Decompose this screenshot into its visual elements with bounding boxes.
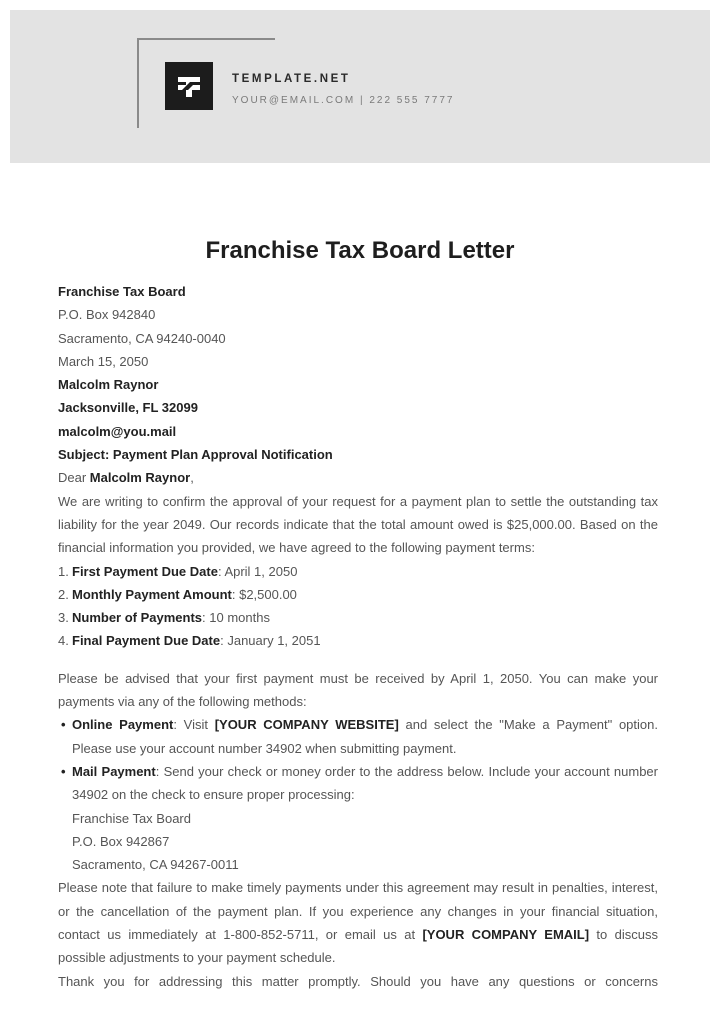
letter-date: March 15, 2050 [58,353,149,369]
method-label: Mail Payment [72,763,156,779]
closing-paragraph: Thank you for addressing this matter promptly. Should you have any questions or concerns [58,973,658,989]
letter-body [58,280,658,993]
term-value: : January 1, 2051 [220,633,321,649]
brand-name: TEMPLATE.NET [232,73,351,85]
spacer [58,653,658,667]
payment-terms-list [58,560,658,653]
salutation-suffix: , [190,470,194,486]
term-value: : April 1, 2050 [217,563,298,579]
email-placeholder: [YOUR COMPANY EMAIL] [422,927,590,943]
website-placeholder: [YOUR COMPANY WEBSITE] [214,717,399,733]
warning-paragraph: Please note that failure to make timely payments under this agreement may result in penalties, interest, or the cancellation of the payment plan. If you experience any changes in your financial situation, contact us immediately at 1-800-852-5711, or email us at [YOUR COMPANY EMAIL] to discuss possible adjustments to your payment schedule. [58,880,658,966]
sender-address-line1: P.O. Box 942840 [58,307,156,323]
salutation-prefix: Dear [58,470,90,486]
recipient-email: malcolm@you.mail [58,423,177,439]
sender-name: Franchise Tax Board [58,284,186,299]
logo-glyph-icon [176,73,202,99]
method-label: Online Payment [72,717,174,733]
method-item-mail: • Mail Payment: Send your check or money order to the address below. Include your account number 34902 on the check to ensure proper processing: [58,760,658,807]
mail-address-line3: Sacramento, CA 94267-0011 [72,857,239,873]
salutation-name: Malcolm Raynor [89,470,191,486]
term-item: 2. Monthly Payment Amount: $2,500.00 [58,586,297,602]
recipient-name: Malcolm Raynor [58,377,159,393]
corner-bracket-horizontal [137,38,275,40]
term-item: 4. Final Payment Due Date: January 1, 2051 [58,633,321,649]
term-label: Monthly Payment Amount [72,586,232,602]
document-title: Franchise Tax Board Letter [205,237,515,264]
term-label: Final Payment Due Date [72,633,221,649]
term-value: : $2,500.00 [231,586,297,602]
term-value: : 10 months [202,610,270,626]
brand-contact: YOUR@EMAIL.COM | 222 555 7777 [232,95,455,106]
term-item: 1. First Payment Due Date: April 1, 2050 [58,563,298,579]
template-net-logo-icon [165,62,213,110]
term-label: Number of Payments [72,610,203,626]
payment-methods-list [58,713,658,876]
letterhead-band [10,10,710,163]
methods-intro-paragraph: Please be advised that your first payment must be received by April 1, 2050. You can make your payments via any of the following methods: [58,670,658,710]
recipient-city: Jacksonville, FL 32099 [58,400,198,416]
corner-bracket-vertical [137,38,139,128]
term-item: 3. Number of Payments: 10 months [58,610,270,626]
term-label: First Payment Due Date [72,563,218,579]
letter-subject: Subject: Payment Plan Approval Notification [58,447,333,463]
intro-paragraph: We are writing to confirm the approval of your request for a payment plan to settle the outstanding tax liability for the year 2049. Our records indicate that the total amount owed is $25,000.00. Based on the financial information you provided, we have agreed to the following payment terms: [58,493,658,556]
sender-address-line2: Sacramento, CA 94240-0040 [58,330,226,346]
method-item-online: • Online Payment: Visit [YOUR COMPANY WEBSITE] and select the "Make a Payment" option. Please use your account number 34902 when submitting payment. [58,713,658,760]
mail-address-line2: P.O. Box 942867 [72,833,170,849]
mail-address-line1: Franchise Tax Board [72,810,191,826]
salutation [58,466,658,489]
